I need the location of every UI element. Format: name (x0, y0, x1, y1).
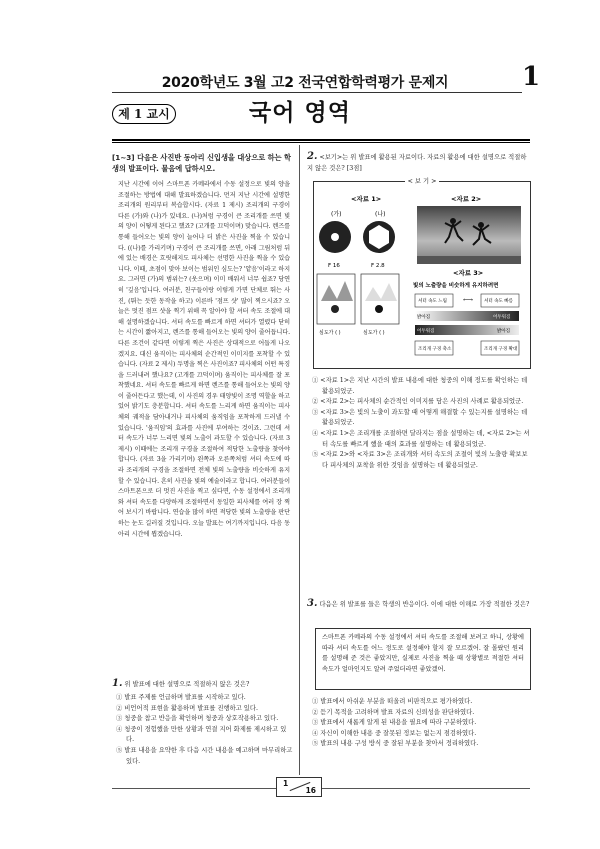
student-response-text: 스마트폰 카메라의 수동 설정에서 셔터 속도를 조절해 보려고 하니, 상황에 따라 셔터 속도를 어느 정도로 설정해야 할지 잘 모르겠어. 잘 몰랐던 원리를 설명해 준 것은 좋았지만, 실제로 사진을 찍을 때 상황별로 적절한 셔터 속도가 얼마인지도 알려 주었더라면 좋았겠어. (322, 634, 524, 673)
aperture-large-label: 조리개 구경 확대 (484, 347, 518, 352)
option[interactable]: ④ 청중이 경험했을 만한 상황과 연결 지어 화제를 제시하고 있다. (116, 725, 287, 744)
page-number: 1 (522, 62, 541, 92)
question-number: 2. (307, 151, 318, 162)
bright-label-2: 밝아짐 (497, 329, 511, 334)
person-icon (331, 305, 339, 313)
option[interactable]: ② 비언어적 표현을 활용하며 발표를 진행하고 있다. (116, 704, 258, 712)
option[interactable]: ⑤ <자료 2>와 <자료 3>은 조리개와 셔터 속도의 조절이 빛의 노출량 확보보다 피사체의 포착을 위한 것임을 설명하는 데 활용되었군. (312, 451, 528, 469)
option[interactable]: ③ <자료 3>은 빛의 노출이 과도할 때 어떻게 해결할 수 있는지를 설명하는 데 활용되었군. (312, 408, 528, 427)
material-1-label-b: (나) (375, 211, 386, 218)
dark-label-2: 어두워짐 (417, 329, 435, 334)
option[interactable]: ③ 청중을 참고 반응을 확인하며 청중과 상호작용하고 있다. (116, 715, 279, 723)
exam-title: 2020학년도 3월 고2 전국연합학력평가 문제지 (161, 75, 449, 91)
aperture-hole (331, 233, 339, 241)
material-1-label-a: (가) (331, 211, 342, 218)
question-number: 3. (307, 598, 318, 609)
person-icon (375, 305, 383, 313)
material-1-title: <자료 1> (351, 195, 382, 203)
option[interactable]: ① <자료 1>은 지난 시간의 발표 내용에 대한 청중의 이해 정도를 확인하는 데 활용되었군. (312, 377, 528, 395)
subject-title: 국어 영역 (249, 100, 351, 126)
jump-shot-photo (417, 206, 521, 264)
question-3 (307, 599, 530, 611)
title-rule-thin (112, 142, 530, 143)
option[interactable]: ① 발표에서 아쉬운 부분을 떠올려 비판적으로 평가하였다. (312, 698, 473, 705)
page-indicator (276, 777, 322, 797)
material-3-header: 빛의 노출량을 비슷하게 유지하려면 (413, 283, 499, 289)
question-stem: 다음은 위 발표를 들은 학생의 반응이다. 이에 대한 이해로 가장 적절한 것은? (319, 601, 530, 608)
shutter-fast-label: 셔터 속도 빠름 (484, 299, 513, 304)
bogi-label: < 보 기 > (405, 176, 439, 185)
option[interactable]: ⑤ 발표의 내용 구성 방식 중 잘된 부분을 찾아서 정리하였다. (312, 740, 479, 748)
option[interactable]: ① 발표 주제를 언급하며 발표를 시작하고 있다. (116, 694, 246, 701)
question-1 (112, 679, 292, 691)
option[interactable]: ③ 발표에서 새롭게 알게 된 내용을 필요에 따라 구분하였다. (312, 719, 477, 727)
dark-label: 어두워짐 (493, 315, 511, 320)
total-pages: 16 (305, 786, 316, 795)
question-stem: <보기>는 위 발표에 활용된 자료이다. 자료의 활용에 대한 설명으로 적절하지 않은 것은? [3점] (307, 154, 527, 172)
column-divider (299, 145, 300, 775)
f-number-b: F 2.8 (371, 263, 385, 269)
double-arrow-icon: ⟷ (463, 296, 474, 304)
bright-label: 밝아짐 (417, 315, 431, 320)
header-divider (112, 92, 522, 93)
speech-passage: 지난 시간에 이어 스마트폰 카메라에서 수동 설정으로 빛의 양을 조절하는 방법에 대해 발표하겠습니다. 먼저 지난 시간에 설명한 조리개의 원리부터 복습합시다. (자료 1 제시) 조리개의 구경이 다른 (가)와 (나)가 있네요. (나)처럼 구경이 큰 조리개를 쓰면 빛의 양이 어떻게 된다고 했죠? (고개를 끄덕이며) 맞습니다. 렌즈를 통해 들어오는 빛의 양이 늘어나 더 밝은 사진을 찍을 수 있습니다. ((나)를 가리키며) 구경이 큰 조리개를 쓰면, 아래 그림처럼 뒤에 있는 배경은 흐릿해지도 피사체는 선명한 사진을 찍을 수 있습니다. 이때, 초점이 맞아 보이는 범위인 심도는? '얕음'이라고 하지요. 그러면 (가)의 범위는? (웃으며) 이미 배워서 너무 쉽죠? 당연히 '깊음'입니다. 여러분, 친구들이랑 이렇게 가면 단체로 뛰는 사진, (뛰는 듯한 동작을 하고) 이른바 '점프 샷' 많이 찍으시죠? 오늘은 멋진 점프 샷을 찍기 위해 꼭 알아야 할 셔터 속도 조절에 대해 설명하겠습니다. 셔터 속도를 빠르게 하면 셔터가 열렸다 닫히는 시간이 짧아지고, 렌즈를 통해 들어오는 빛의 양이 줄어듭니다. 다른 조건이 같다면 이렇게 찍은 사진은 상대적으로 어둡게 나오겠지요. 대신 움직이는 피사체의 순간적인 이미지를 포착할 수 있습니다. (자료 2 제시) 두명을 찍은 사진이죠? 피사체의 어떤 특징을 드러내려 했나요? (고개를 끄덕이며) 움직이는 피사체를 잘 포착했네요. 셔터 속도를 빠르게 하면 렌즈를 통해 들어오는 빛의 양이 줄어든다고 했는데, 이 사진의 경우 태양빛이 조명 역할을 하고 있어 밝기도 충분합니다. 셔터 속도를 느리게 하면 움직이는 피사체의 궤적을 담아내거나 피사체의 움직임을 포착하게 드러낼 수 있습니다. '움직임'의 효과를 사진에 부여하는 것이죠. 그런데 셔터 속도가 너무 느리면 빛의 노출이 과도할 수 있습니다. (자료 3 제시) 이때에는 조리개 구경을 조절하여 적당한 노출량을 찾아야 합니다. (자료 3을 가리키며) 왼쪽과 오른쪽처럼 셔터 속도에 따라 조리개의 구경을 조절하면 전체 빛의 노출량을 비슷하게 유지할 수 있습니다. 흔히 사진을 빛의 예술이라고 합니다. 여러분들이 스마트폰으로 더 멋진 사진을 찍고 싶다면, 수동 설정에서 조리개와 셔터 속도를 다양하게 조절하면서 동일한 피사체를 여러 장 찍어 보시기 바랍니다. 연습을 많이 하면 적당한 빛의 노출량을 판단하는 눈도 길러질 것입니다. 오늘 발표는 여기까지입니다. 다음 동아리 시간에 뵙겠습니다. (118, 181, 291, 538)
f-number-a: F 16 (328, 263, 340, 269)
material-2-title: <자료 2> (451, 195, 482, 203)
question-1-options (116, 693, 294, 767)
aperture-small-label: 조리개 구경 축소 (418, 347, 452, 352)
current-page: 1 (283, 779, 289, 788)
option[interactable]: ② 듣기 목적을 고려하며 발표 자료의 신뢰성을 판단하였다. (312, 708, 475, 716)
option[interactable]: ② <자료 2>는 피사체의 순간적인 이미지를 담은 사진의 사례로 활용되었군. (312, 398, 524, 406)
question-2-options (312, 376, 530, 471)
depth-label-b: 심도가 ( ) (363, 330, 385, 336)
question-3-options (312, 697, 530, 750)
material-3-title: <자료 3> (453, 269, 484, 277)
ground (417, 256, 521, 264)
session-badge: 제 1 교시 (112, 104, 176, 124)
set-instruction: [1~3] 다음은 사진반 동아리 신입생을 대상으로 하는 학생의 발표이다. 물음에 답하시오. (112, 153, 291, 173)
title-rule (112, 139, 530, 141)
question-2 (307, 152, 530, 174)
depth-label-a: 심도가 ( ) (319, 330, 341, 336)
materials-figure (313, 181, 529, 367)
option[interactable]: ④ <자료 1>은 조리개를 조절하면 달라지는 점을 설명하는 데, <자료 2>는 셔터 속도를 빠르게 했을 때의 효과를 설명하는 데 활용되었군. (312, 429, 530, 448)
option[interactable]: ⑤ 발표 내용을 요약한 후 다음 시간 내용을 예고하며 마무리하고 있다. (116, 746, 293, 765)
question-number: 1. (112, 678, 123, 689)
question-stem: 위 발표에 대한 설명으로 적절하지 않은 것은? (124, 681, 250, 688)
option[interactable]: ④ 자신이 이해한 내용 중 잘못된 정보는 없는지 점검하였다. (312, 729, 477, 737)
shutter-slow-label: 셔터 속도 느림 (418, 299, 447, 304)
